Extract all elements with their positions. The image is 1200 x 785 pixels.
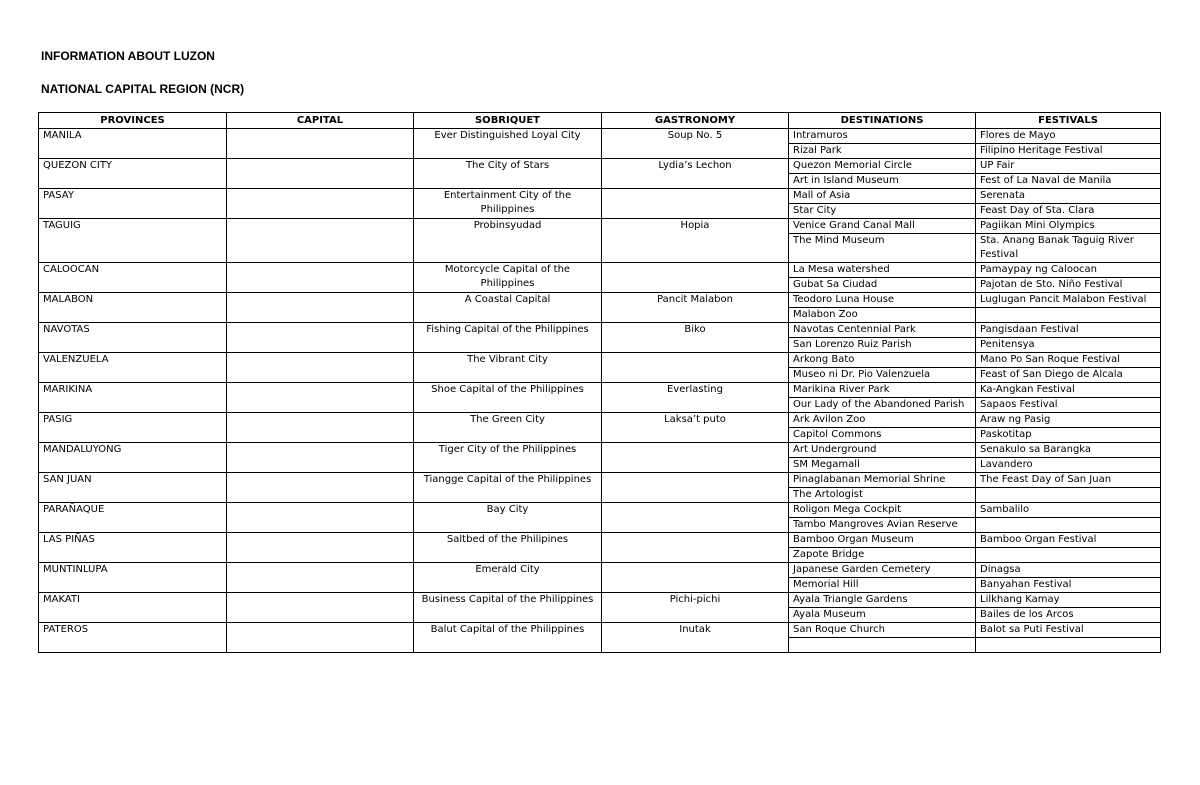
table-row [39,159,1161,174]
festival-cell: Filipino Heritage Festival [976,144,1161,159]
sobriquet-cell: The City of Stars [414,159,602,189]
festival-cell: Sambalilo [976,503,1161,518]
gastronomy-cell: Hopia [602,219,789,263]
capital-cell [227,413,414,443]
festival-cell: UP Fair [976,159,1161,174]
gastronomy-cell [602,263,789,293]
destination-cell: San Lorenzo Ruiz Parish [789,338,976,353]
sobriquet-cell: Motorcycle Capital of the Philippines [414,263,602,293]
table-body [39,129,1161,653]
capital-cell [227,623,414,653]
sobriquet-cell: Business Capital of the Philippines [414,593,602,623]
festival-cell: Lavandero [976,458,1161,473]
destination-cell: Pinaglabanan Memorial Shrine [789,473,976,488]
gastronomy-cell [602,533,789,563]
province-cell: TAGUIG [39,219,227,263]
festival-cell: Senakulo sa Barangka [976,443,1161,458]
sobriquet-cell: The Vibrant City [414,353,602,383]
destination-cell: Gubat Sa Ciudad [789,278,976,293]
province-cell: CALOOCAN [39,263,227,293]
table-row [39,563,1161,578]
table-row [39,129,1161,144]
destination-cell: Japanese Garden Cemetery [789,563,976,578]
capital-cell [227,263,414,293]
table-row [39,293,1161,308]
sobriquet-cell: Entertainment City of the Philippines [414,189,602,219]
festival-cell: Serenata [976,189,1161,204]
destination-cell: Marikina River Park [789,383,976,398]
destination-cell: Capitol Commons [789,428,976,443]
province-cell: MANDALUYONG [39,443,227,473]
festival-cell: Ka-Angkan Festival [976,383,1161,398]
destination-cell: Bamboo Organ Museum [789,533,976,548]
destination-cell: The Artologist [789,488,976,503]
festival-cell: Sta. Anang Banak Taguig River Festival [976,234,1161,263]
column-header-festivals: FESTIVALS [976,113,1161,129]
gastronomy-cell: Biko [602,323,789,353]
destination-cell: Navotas Centennial Park [789,323,976,338]
festival-cell [976,518,1161,533]
sobriquet-cell: Emerald City [414,563,602,593]
province-cell: PATEROS [39,623,227,653]
table-row [39,593,1161,608]
sobriquet-cell: Ever Distinguished Loyal City [414,129,602,159]
sobriquet-cell: Fishing Capital of the Philippines [414,323,602,353]
capital-cell [227,443,414,473]
table-row [39,219,1161,234]
festival-cell: Feast Day of Sta. Clara [976,204,1161,219]
gastronomy-cell [602,189,789,219]
column-header-capital: CAPITAL [227,113,414,129]
ncr-table [38,112,1161,653]
festival-cell: Bamboo Organ Festival [976,533,1161,548]
capital-cell [227,563,414,593]
festival-cell [976,488,1161,503]
sobriquet-cell: Saltbed of the Philipines [414,533,602,563]
province-cell: PASIG [39,413,227,443]
festival-cell: Flores de Mayo [976,129,1161,144]
festival-cell: Banyahan Festival [976,578,1161,593]
destination-cell: Venice Grand Canal Mall [789,219,976,234]
destination-cell: Malabon Zoo [789,308,976,323]
festival-cell [976,548,1161,563]
gastronomy-cell [602,353,789,383]
province-cell: LAS PIÑAS [39,533,227,563]
table-row [39,413,1161,428]
destination-cell: Zapote Bridge [789,548,976,563]
festival-cell: Feast of San Diego de Alcala [976,368,1161,383]
column-header-destinations: DESTINATIONS [789,113,976,129]
destination-cell [789,638,976,653]
sobriquet-cell: Tiangge Capital of the Philippines [414,473,602,503]
destination-cell: Memorial Hill [789,578,976,593]
festival-cell: Pamaypay ng Caloocan [976,263,1161,278]
destination-cell: Quezon Memorial Circle [789,159,976,174]
table-row [39,189,1161,204]
gastronomy-cell: Laksa’t puto [602,413,789,443]
province-cell: MUNTINLUPA [39,563,227,593]
festival-cell: Pangisdaan Festival [976,323,1161,338]
festival-cell: Balot sa Puti Festival [976,623,1161,638]
festival-cell: Bailes de los Arcos [976,608,1161,623]
sobriquet-cell: Bay City [414,503,602,533]
destination-cell: Intramuros [789,129,976,144]
destination-cell: SM Megamall [789,458,976,473]
festival-cell: Fest of La Naval de Manila [976,174,1161,189]
gastronomy-cell [602,443,789,473]
province-cell: NAVOTAS [39,323,227,353]
gastronomy-cell [602,503,789,533]
capital-cell [227,323,414,353]
destination-cell: The Mind Museum [789,234,976,263]
destination-cell: Tambo Mangroves Avian Reserve [789,518,976,533]
festival-cell: Mano Po San Roque Festival [976,353,1161,368]
table-row [39,623,1161,638]
gastronomy-cell: Everlasting [602,383,789,413]
festival-cell [976,308,1161,323]
province-cell: VALENZUELA [39,353,227,383]
sobriquet-cell: Balut Capital of the Philippines [414,623,602,653]
gastronomy-cell [602,563,789,593]
document-subtitle: NATIONAL CAPITAL REGION (NCR) [41,82,245,96]
province-cell: PASAY [39,189,227,219]
destination-cell: La Mesa watershed [789,263,976,278]
destination-cell: Our Lady of the Abandoned Parish [789,398,976,413]
destination-cell: Ayala Museum [789,608,976,623]
sobriquet-cell: Probinsyudad [414,219,602,263]
destination-cell: Teodoro Luna House [789,293,976,308]
capital-cell [227,159,414,189]
province-cell: SAN JUAN [39,473,227,503]
destination-cell: Ark Avilon Zoo [789,413,976,428]
capital-cell [227,593,414,623]
destination-cell: Rizal Park [789,144,976,159]
destination-cell: Museo ni Dr. Pio Valenzuela [789,368,976,383]
capital-cell [227,473,414,503]
table-row [39,323,1161,338]
destination-cell: Ayala Triangle Gardens [789,593,976,608]
gastronomy-cell: Inutak [602,623,789,653]
festival-cell: Sapaos Festival [976,398,1161,413]
province-cell: MALABON [39,293,227,323]
table-row [39,533,1161,548]
table-row [39,503,1161,518]
festival-cell: Paskotitap [976,428,1161,443]
festival-cell: Pagiikan Mini Olympics [976,219,1161,234]
table-row [39,383,1161,398]
destination-cell: San Roque Church [789,623,976,638]
sobriquet-cell: Tiger City of the Philippines [414,443,602,473]
capital-cell [227,533,414,563]
province-cell: PARAÑAQUE [39,503,227,533]
festival-cell [976,638,1161,653]
capital-cell [227,353,414,383]
table-row [39,443,1161,458]
gastronomy-cell: Pichi-pichi [602,593,789,623]
gastronomy-cell: Lydia’s Lechon [602,159,789,189]
sobriquet-cell: A Coastal Capital [414,293,602,323]
festival-cell: Penitensya [976,338,1161,353]
capital-cell [227,189,414,219]
sobriquet-cell: Shoe Capital of the Philippines [414,383,602,413]
gastronomy-cell: Pancit Malabon [602,293,789,323]
festival-cell: Pajotan de Sto. Niño Festival [976,278,1161,293]
column-header-provinces: PROVINCES [39,113,227,129]
province-cell: MARIKINA [39,383,227,413]
capital-cell [227,293,414,323]
gastronomy-cell [602,473,789,503]
gastronomy-cell: Soup No. 5 [602,129,789,159]
destination-cell: Arkong Bato [789,353,976,368]
capital-cell [227,219,414,263]
table-row [39,353,1161,368]
province-cell: MAKATI [39,593,227,623]
capital-cell [227,503,414,533]
destination-cell: Roligon Mega Cockpit [789,503,976,518]
capital-cell [227,383,414,413]
destination-cell: Mall of Asia [789,189,976,204]
column-header-gastronomy: GASTRONOMY [602,113,789,129]
festival-cell: Luglugan Pancit Malabon Festival [976,293,1161,308]
destination-cell: Art Underground [789,443,976,458]
festival-cell: The Feast Day of San Juan [976,473,1161,488]
column-header-sobriquet: SOBRIQUET [414,113,602,129]
table-row [39,473,1161,488]
destination-cell: Art in Island Museum [789,174,976,189]
festival-cell: Lilkhang Kamay [976,593,1161,608]
document-title: INFORMATION ABOUT LUZON [41,49,215,63]
destination-cell: Star City [789,204,976,219]
capital-cell [227,129,414,159]
province-cell: QUEZON CITY [39,159,227,189]
province-cell: MANILA [39,129,227,159]
table-header-row [39,113,1161,129]
sobriquet-cell: The Green City [414,413,602,443]
table-row [39,263,1161,278]
festival-cell: Araw ng Pasig [976,413,1161,428]
festival-cell: Dinagsa [976,563,1161,578]
